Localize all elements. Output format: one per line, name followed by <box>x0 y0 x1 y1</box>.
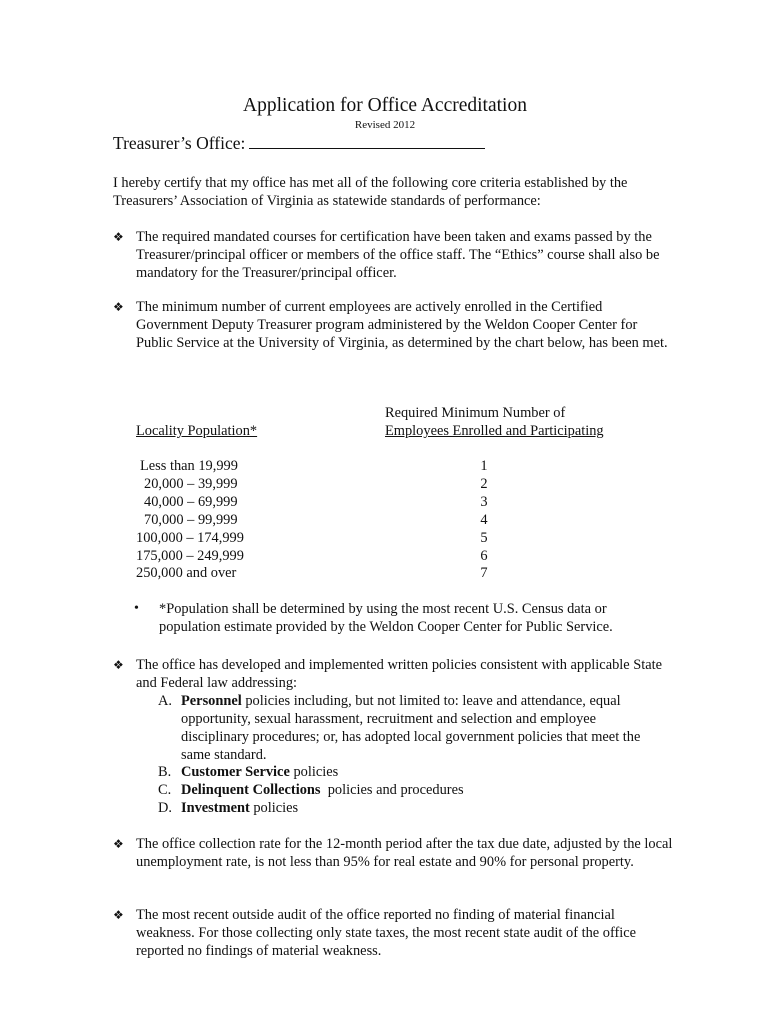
table-cell-population: 100,000 – 174,999 <box>136 529 244 546</box>
table-cell-population: 250,000 and over <box>136 565 237 582</box>
criterion-text: The minimum number of current employees are actively enrolled in the Certified Government Deputy Treasurer program administered by the Weldon Cooper Center for Public Service at the University of Virginia, as determined by the chart below, has been met. <box>136 299 668 351</box>
intro-paragraph: I hereby certify that my office has met all of the following core criteria established by the Treasurers’ Association of Virginia as statewide standards of performance: <box>113 175 628 209</box>
table-cell-employees: 5 <box>480 529 488 546</box>
round-bullet-icon: • <box>134 601 139 616</box>
criterion-text: The office has developed and implemented written policies consistent with applicable State and Federal law addressing: <box>136 657 663 691</box>
population-column <box>136 458 296 583</box>
table-cell-population: 20,000 – 39,999 <box>144 475 238 492</box>
table-cell-employees: 1 <box>480 458 488 474</box>
document-title: Application for Office Accreditation <box>243 95 527 116</box>
treasurer-office-line <box>113 132 485 154</box>
table-cell-employees: 2 <box>480 475 488 492</box>
table-cell-population: 40,000 – 69,999 <box>144 493 238 510</box>
table-cell-employees: 4 <box>480 511 488 528</box>
table-cell-population: Less than 19,999 <box>140 458 238 474</box>
table-cell-employees: 6 <box>480 547 488 564</box>
diamond-bullet-icon: ❖ <box>113 837 124 851</box>
criterion-text: The most recent outside audit of the office reported no finding of material financial weakness. For those collecting only state taxes, the most recent state audit of the office reported no findings of material weakness. <box>136 907 637 959</box>
table-cell-employees: 3 <box>480 493 488 510</box>
criterion-text: The required mandated courses for certification have been taken and exams passed by the Treasurer/principal officer or members of the office staff. The “Ethics” course shall also be mandatory for the Treasurer/principal officer. <box>136 229 660 281</box>
employees-column <box>470 458 498 583</box>
table-header-population: Locality Population* <box>136 423 258 439</box>
criterion-text: The office collection rate for the 12-month period after the tax due date, adjusted by the local unemployment rate, is not less than 95% for real estate and 90% for personal property. <box>136 836 673 870</box>
diamond-bullet-icon: ❖ <box>113 300 124 314</box>
table-header-employees: Required Minimum Number of Employees Enrolled and Participating <box>385 405 604 439</box>
table-cell-population: 70,000 – 99,999 <box>144 511 238 528</box>
table-cell-employees: 7 <box>480 565 488 582</box>
revised-date: Revised 2012 <box>354 119 416 131</box>
diamond-bullet-icon: ❖ <box>113 908 124 922</box>
treasurer-office-blank-field[interactable] <box>249 133 485 149</box>
diamond-bullet-icon: ❖ <box>113 658 124 672</box>
population-note-text: *Population shall be determined by using the most recent U.S. Census data or population estimate provided by the Weldon Cooper Center for Public Service. <box>159 601 613 635</box>
table-cell-population: 175,000 – 249,999 <box>136 547 244 564</box>
diamond-bullet-icon: ❖ <box>113 230 124 244</box>
treasurer-office-label: Treasurer’s Office: <box>113 133 246 153</box>
